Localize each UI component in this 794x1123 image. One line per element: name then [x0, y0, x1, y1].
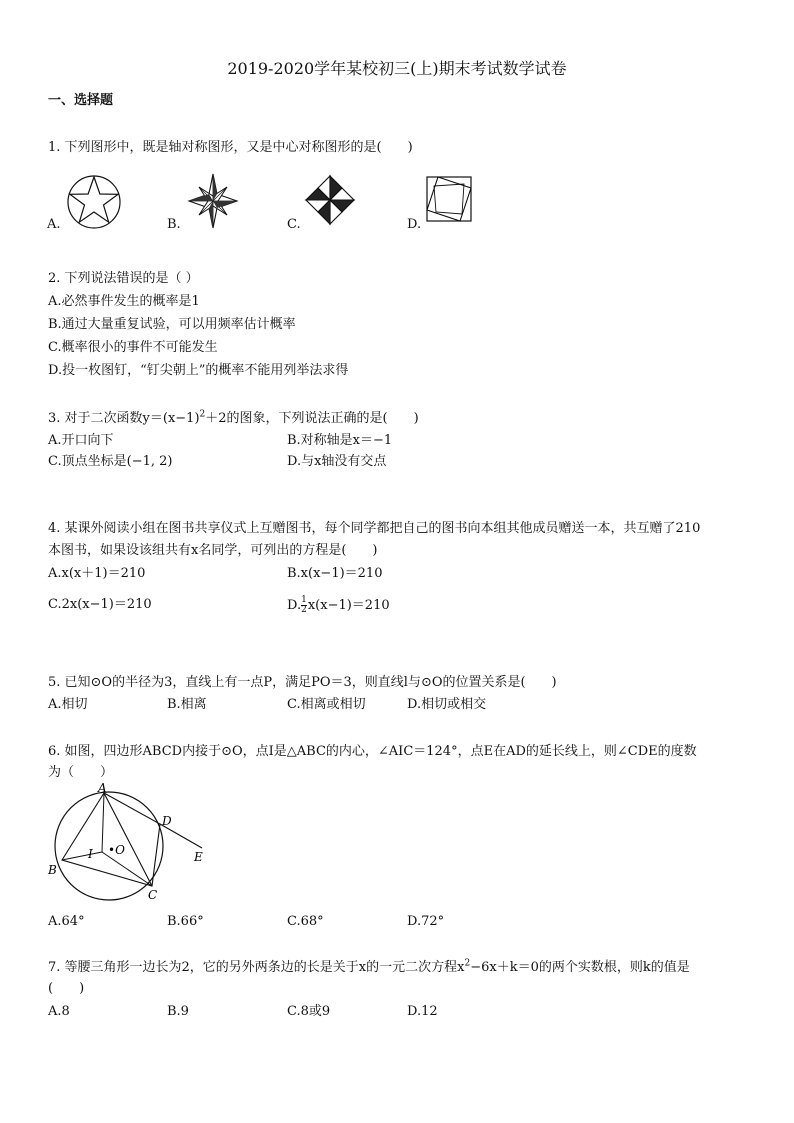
q4-option-a: A.x(x＋1)＝210 [48, 566, 146, 581]
q6-option-a: A.64° [48, 914, 85, 929]
q4-option-d-fraction [301, 596, 307, 615]
q4-option-d [287, 596, 390, 615]
q1-option-c-label: C. [287, 217, 301, 232]
q6-label-b: B [48, 863, 57, 877]
q4-fraction-denominator: 2 [301, 605, 307, 615]
q1-figure-d-rotated-square [424, 174, 474, 224]
q7-stem-before: 7. 等腰三角形一边长为2，它的另外两条边的长是关于x的一元二次方程x [48, 960, 465, 975]
question-1-stem: 1. 下列图形中，既是轴对称图形，又是中心对称图形的是( ) [48, 140, 413, 155]
q6-geometry-figure [44, 780, 214, 904]
q5-option-d: D.相切或相交 [407, 697, 487, 712]
q2-option-b: B.通过大量重复试验，可以用频率估计概率 [48, 317, 296, 332]
question-4-stem-line1: 4. 某课外阅读小组在图书共享仪式上互赠图书，每个同学都把自己的图书向本组其他成员赠送一本，共互赠了210 [48, 521, 701, 536]
q2-option-d: D.投一枚图钉，“钉尖朝上”的概率不能用列举法求得 [48, 363, 349, 378]
q7-stem-after: −6x＋k＝0的两个实数根，则k的值是 [470, 960, 690, 975]
q1-option-d-label: D. [407, 217, 422, 232]
q1-option-b-label: B. [167, 217, 181, 232]
q1-figure-a-star-in-circle [64, 174, 124, 230]
q6-label-c: C [148, 888, 158, 902]
q5-option-a: A.相切 [48, 697, 88, 712]
q4-option-d-prefix: D. [287, 598, 302, 613]
q3-option-c: C.顶点坐标是(−1, 2) [48, 454, 173, 469]
question-6-stem-line2: 为（ ） [48, 765, 114, 780]
section-heading: 一、选择题 [48, 93, 114, 108]
question-7-stem [48, 959, 690, 977]
q5-option-b: B.相离 [167, 697, 207, 712]
question-7-stem-line2: ( ) [48, 981, 85, 996]
q2-option-c: C.概率很小的事件不可能发生 [48, 340, 218, 355]
q6-label-e: E [194, 850, 203, 864]
q4-option-d-rest: x(x−1)＝210 [307, 598, 390, 613]
q3-stem-exponent: 2 [199, 409, 206, 420]
q3-option-a: A.开口向下 [48, 433, 114, 448]
q4-fraction-numerator: 1 [301, 595, 307, 605]
question-5-stem: 5. 已知⊙O的半径为3，直线上有一点P，满足PO＝3，则直线l与⊙O的位置关系是( ) [48, 675, 557, 690]
q6-option-d: D.72° [407, 914, 445, 929]
q6-label-o: •O [108, 843, 125, 857]
q4-option-c: C.2x(x−1)＝210 [48, 597, 152, 612]
page-title: 2019-2020学年某校初三(上)期末考试数学试卷 [227, 59, 567, 78]
q1-figure-c-pinwheel [302, 172, 358, 228]
q4-option-b: B.x(x−1)＝210 [287, 566, 383, 581]
q7-option-a: A.8 [48, 1004, 70, 1019]
q2-option-a: A.必然事件发生的概率是1 [48, 294, 200, 309]
q6-option-c: C.68° [287, 914, 324, 929]
q6-label-d: D [162, 814, 172, 828]
q3-stem-before: 3. 对于二次函数y＝(x−1) [48, 411, 200, 426]
q7-option-b: B.9 [167, 1004, 189, 1019]
q7-stem-exponent: 2 [464, 958, 471, 969]
q7-option-d: D.12 [407, 1004, 438, 1019]
q1-option-a-label: A. [47, 217, 61, 232]
question-4-stem-line2: 本图书，如果设该组共有x名同学，可列出的方程是( ) [48, 543, 378, 558]
question-6-stem-line1: 6. 如图，四边形ABCD内接于⊙O，点I是△ABC的内心，∠AIC＝124°，点E在AD的延长线上，则∠CDE的度数 [48, 744, 697, 759]
q5-option-c: C.相离或相切 [287, 697, 366, 712]
q3-stem-after: ＋2的图象，下列说法正确的是( ) [205, 411, 419, 426]
q6-label-a: A [98, 781, 107, 795]
q6-label-i: I [88, 847, 93, 861]
q6-option-b: B.66° [167, 914, 204, 929]
q1-figure-b-compass-star [184, 172, 242, 230]
question-3-stem [48, 410, 419, 428]
q7-option-c: C.8或9 [287, 1004, 331, 1019]
q3-option-b: B.对称轴是x＝−1 [287, 433, 393, 448]
q3-option-d: D.与x轴没有交点 [287, 454, 387, 469]
question-2-stem: 2. 下列说法错误的是（ ） [48, 271, 199, 286]
